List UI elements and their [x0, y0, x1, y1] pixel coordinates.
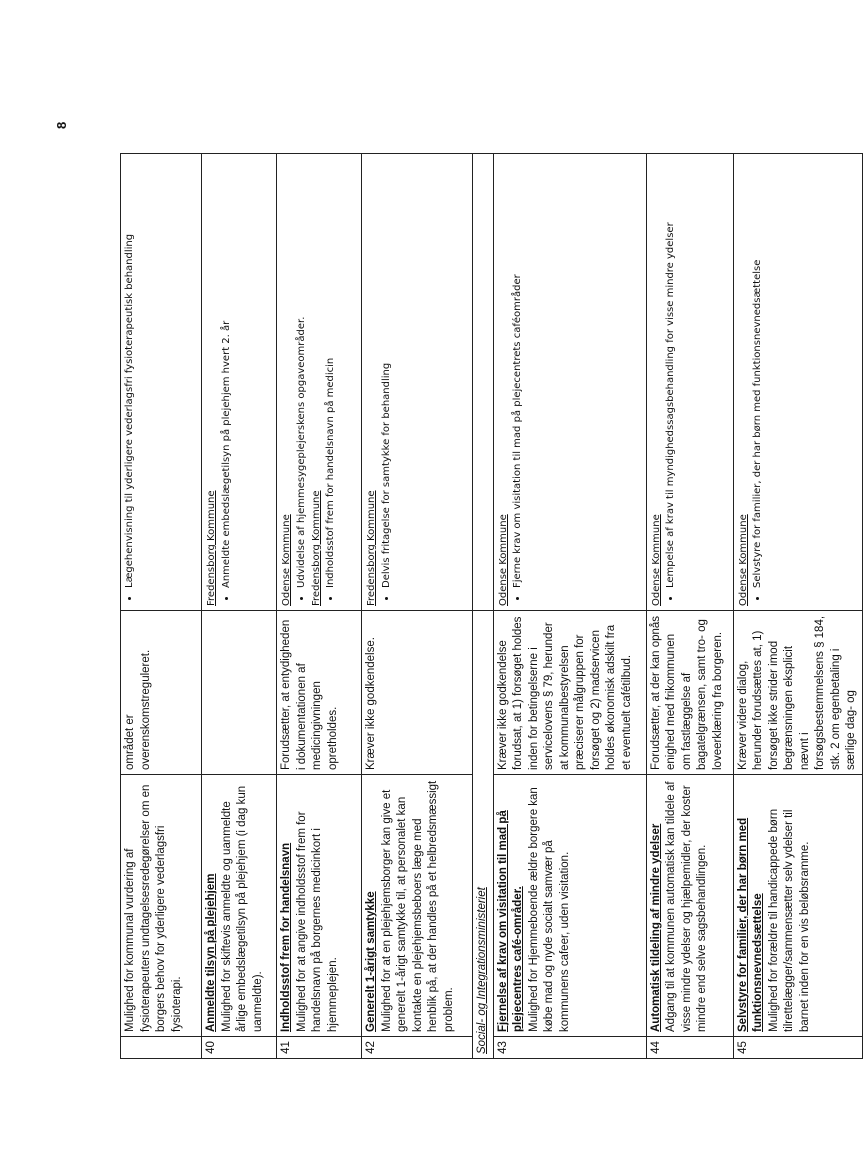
row-description: Mulighed for skiftevis anmeldte og uanmeldte årlige embedslægetilsyn på plejehjem (i dag kun uanmeldte).	[220, 785, 264, 1032]
row-number	[121, 1037, 202, 1059]
municipality-name: Odense Kommune	[737, 514, 749, 606]
row-condition: Forudsætter, at der kan opnås enighed med frikommunen om fastlæggelse af bagatelgrænsen, samt tro- og loveerklæring fra borgeren.	[646, 611, 733, 775]
table-row	[202, 154, 277, 1059]
list-item: • Lempelse af krav til myndighedssagsbehandling for visse mindre ydelser	[664, 158, 678, 588]
row-description: Adgang til at kommunen automatisk kan tildele af visse mindre ydelser og hjælpemidler, der koster mindre end selve sagsbehandlingen.	[665, 781, 708, 1032]
row-municipalities	[202, 154, 277, 611]
row-description: Mulighed for at en plejehjemsborger kan give et generelt 1-årigt samtykke til, at personalet kan kontakte en plejehjemsbeboers læge med henblik på, at der handles på et helbredsmæssigt problem.	[380, 780, 455, 1032]
row-condition: Forudsætter, at entydigheden i dokumentationen af medicingivningen opretholdes.	[277, 611, 362, 775]
row-condition	[202, 611, 277, 775]
list-item: • Lægehenvisning til yderligere vederlagsfri fysioterapeutisk behandling	[123, 158, 137, 588]
row-description: Mulighed for Hjemmeboende ældre borgere kan købe mad og nyde socialt samvær på kommunens cafeer, uden visitation.	[527, 787, 571, 1032]
row-title: Fjernelse af krav om visitation til mad på plejecentres café-områder.	[496, 810, 524, 1032]
municipality-name: Fredensborg Kommune	[366, 490, 377, 606]
row-municipalities	[121, 154, 202, 611]
municipality-name: Fredensborg Kommune	[310, 490, 322, 606]
list-item: • Anmeldte embedslægetilsyn på plejehjem hvert 2. år	[220, 158, 234, 588]
row-description-cell	[646, 775, 733, 1037]
section-heading: Social- og Integrationsministeriet	[473, 611, 494, 1059]
row-description-cell	[202, 775, 277, 1037]
row-condition: Kræver ikke godkendelse forudsat, at 1) forsøget holdes inden for betingelserne i servicelovens § 79, herunder at kommunalbestyrelsen præciserer målgruppen for forsøget og 2) madservicen holdes økonomisk adskilt fra et eventuelt cafétilbud.	[493, 611, 646, 775]
row-municipalities	[362, 154, 473, 611]
municipality-name: Fredensborg Kommune	[206, 490, 217, 606]
row-municipalities	[646, 154, 733, 611]
row-title: Generelt 1-årigt samtykke	[365, 891, 377, 1032]
row-condition: Kræver ikke godkendelse.	[362, 611, 473, 775]
row-number: 41	[277, 1037, 362, 1059]
row-title: Selvstyre for familier, der har børn med funktionsnevnedsættelse	[736, 817, 764, 1032]
section-row	[473, 154, 494, 1059]
row-description-cell	[493, 775, 646, 1037]
row-number: 43	[493, 1037, 646, 1059]
row-municipalities	[277, 154, 362, 611]
row-description: Mulighed for forældre til handicappede børn tilrettelægger/sammensætter selv ydelser til barnet inden for en vis beløbsramme.	[767, 808, 811, 1032]
row-number: 40	[202, 1037, 277, 1059]
table-row	[493, 154, 646, 1059]
row-description-cell	[277, 775, 362, 1037]
row-municipalities	[493, 154, 646, 611]
section-spacer	[473, 154, 494, 611]
row-number: 44	[646, 1037, 733, 1059]
page-number: 8	[54, 121, 69, 129]
table-row	[121, 154, 202, 1059]
table-row	[362, 154, 473, 1059]
row-title: Anmeldte tilsyn på plejehjem	[205, 873, 217, 1032]
list-item: • Fjerne krav om visitation til mad på plejecentrets caféområder	[511, 158, 525, 588]
row-condition: området er overenskomstreguleret.	[121, 611, 202, 775]
row-description-cell	[733, 775, 862, 1037]
table-row	[646, 154, 733, 1059]
list-item: • Indholdsstof frem for handelsnavn på medicin	[324, 158, 338, 588]
row-description-cell	[121, 775, 202, 1037]
row-title: Automatisk tildeling af mindre ydelser	[649, 823, 662, 1032]
row-title: Indholdsstof frem for handelsnavn	[280, 842, 292, 1032]
municipality-name: Odense Kommune	[497, 514, 509, 606]
list-item: • Delvis fritagelse for samtykke for behandling	[380, 158, 394, 588]
row-number: 42	[362, 1037, 473, 1059]
list-item: • Selvstyre for familier, der har børn med funktionsnevnedsættelse	[751, 158, 765, 588]
ministry-table	[120, 153, 863, 1059]
table-row	[277, 154, 362, 1059]
row-description: Mulighed for kommunal vurdering af fysioterapeuters undtagelsesredegørelser om en borgers behov for yderligere vederlagsfri fysioterapi.	[124, 784, 183, 1032]
list-item: • Udvidelse af hjemmesygeplejerskens opgaveområder.	[295, 158, 309, 588]
row-municipalities	[733, 154, 862, 611]
row-description-cell	[362, 775, 473, 1037]
row-condition: Kræver videre dialog, herunder forudsættes at, 1) forsøget ikke strider imod begrænsningen eksplicit nævnt i forsøgsbestemmelsens § 184, stk. 2 om egenbetaling i særlige dag- og	[733, 611, 862, 775]
row-number: 45	[733, 1037, 862, 1059]
municipality-name: Odense Kommune	[650, 514, 662, 606]
table-row	[733, 154, 862, 1059]
row-description: Mulighed for at angive indholdsstof frem for handelsnavn på borgernes medicinkort i hjemmeplejen.	[295, 811, 339, 1032]
municipality-name: Odense Kommune	[281, 514, 292, 606]
